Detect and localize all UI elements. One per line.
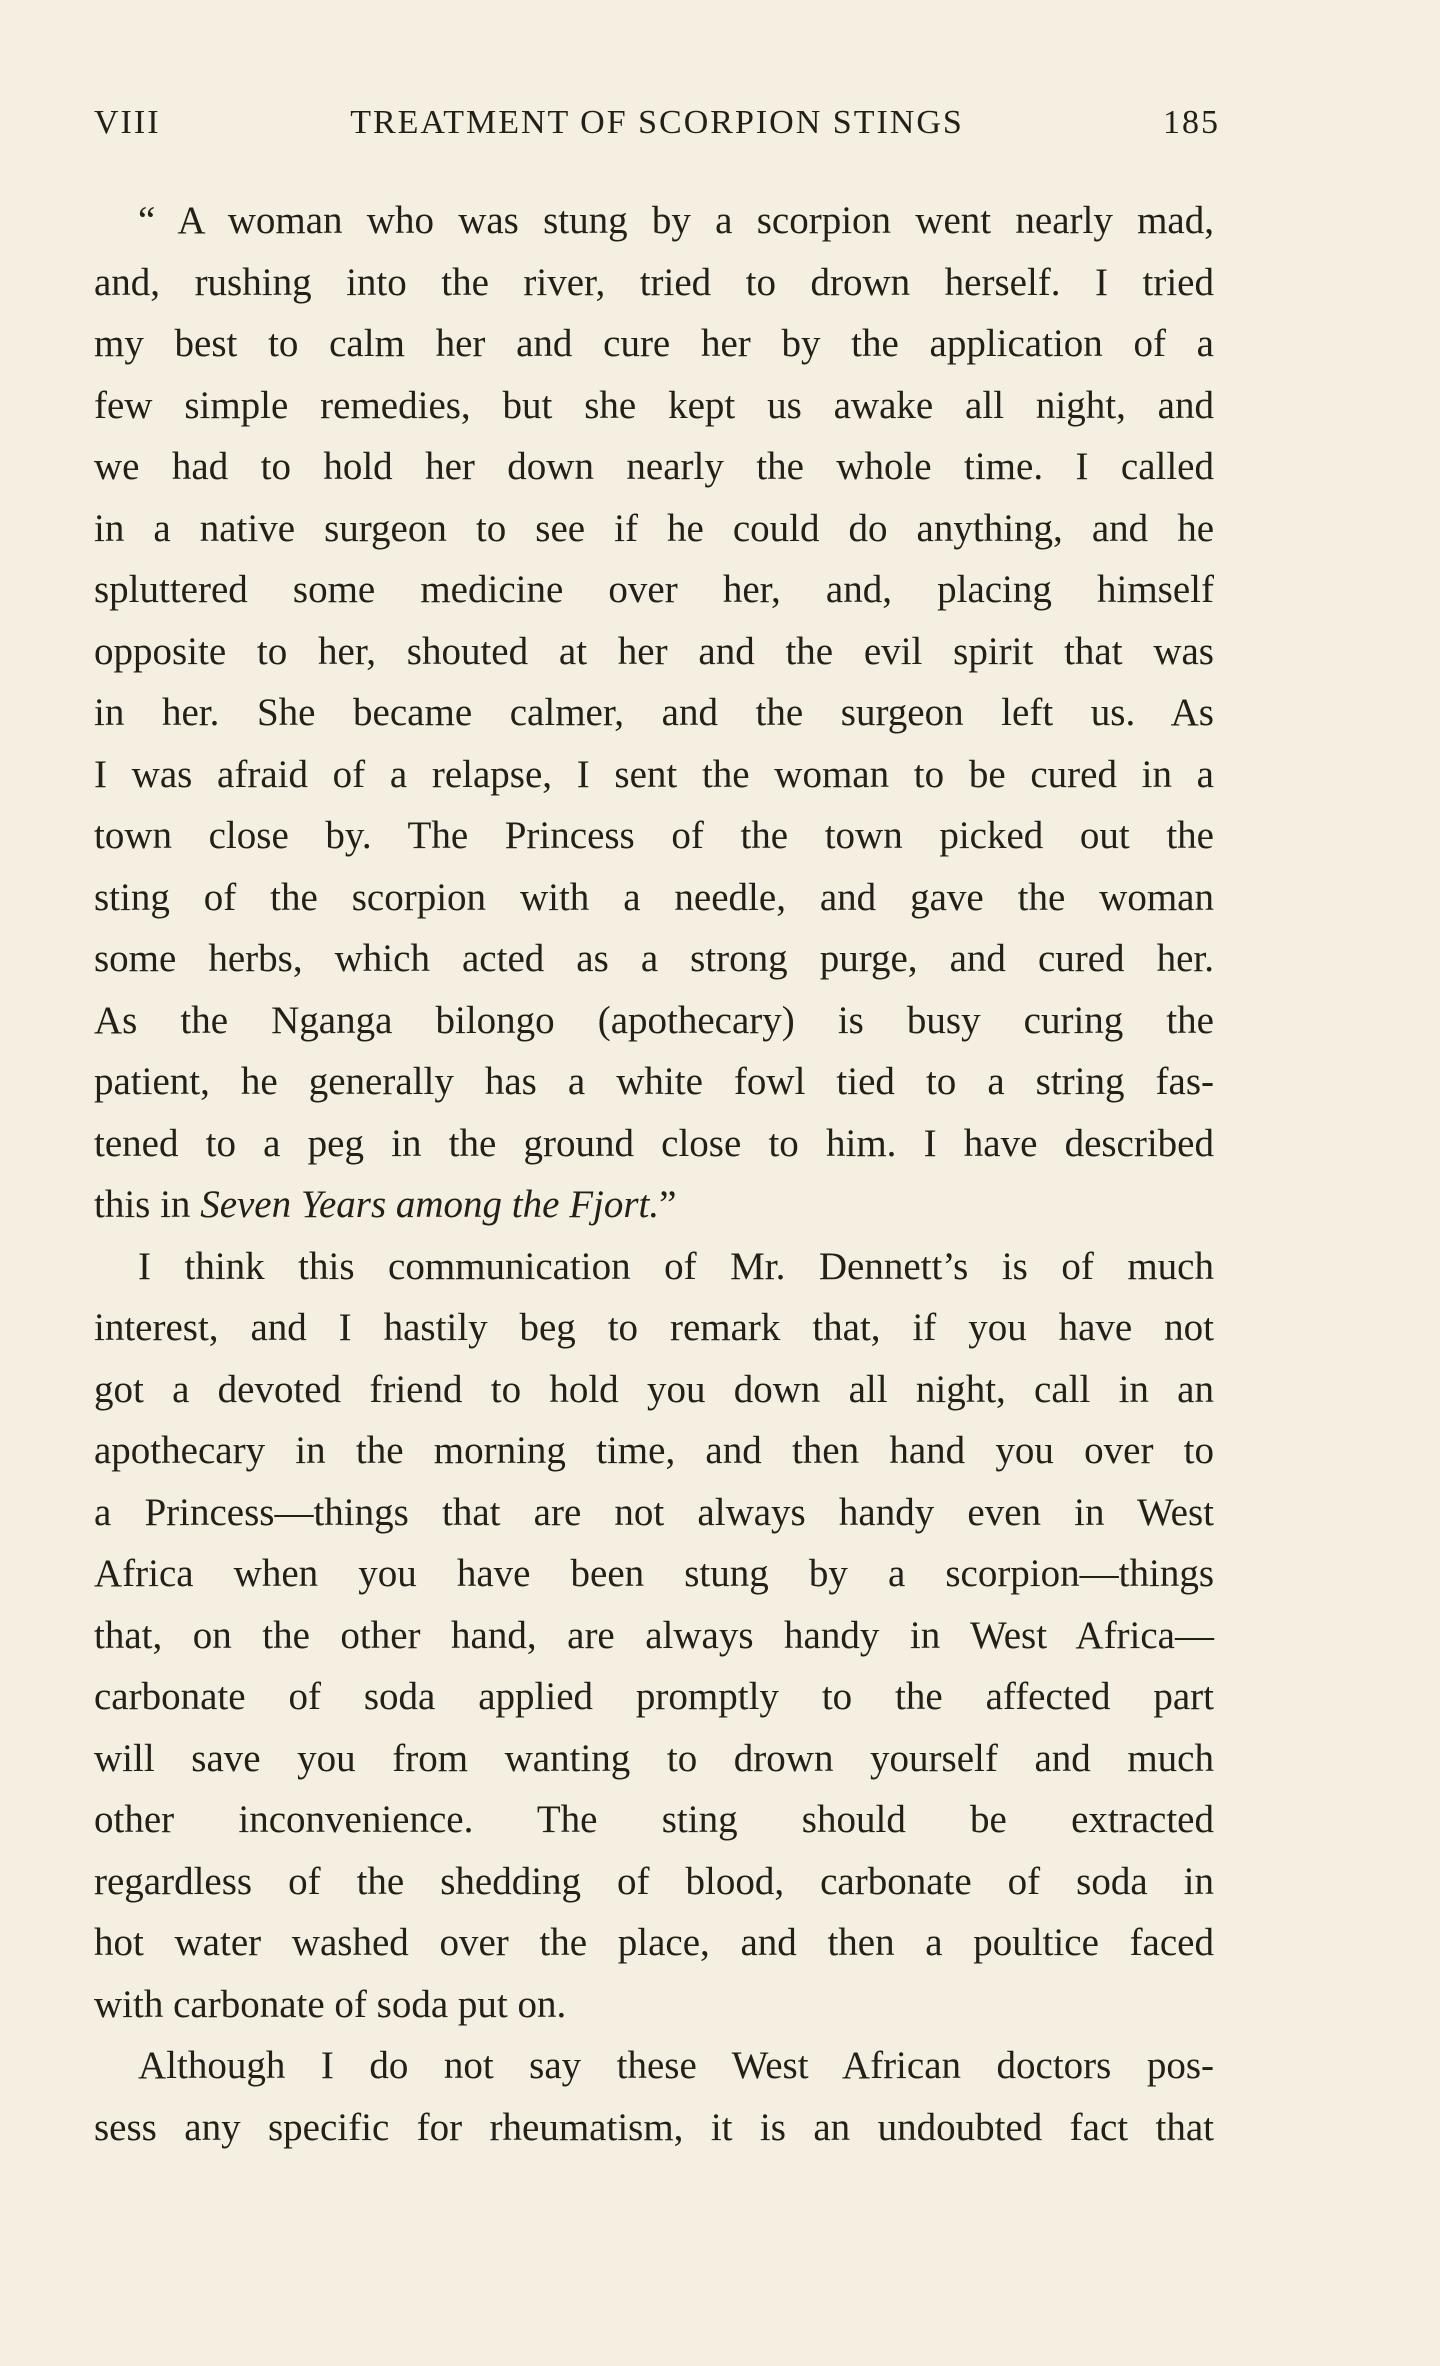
text-line: spluttered some medicine over her, and, placing himself [94, 568, 1214, 611]
text-line: opposite to her, shouted at her and the evil spirit that was [94, 629, 1214, 673]
text-line: with carbonate of soda put on. [94, 1982, 567, 2026]
text-line: that, on the other hand, are always handy in West Africa— [94, 1613, 1214, 1657]
text-line: in a native surgeon to see if he could do anything, and he [94, 506, 1214, 550]
text-line: As the Nganga bilongo (apothecary) is busy curing the [94, 998, 1214, 1042]
text-line: some herbs, which acted as a strong purge, and cured her. [94, 937, 1214, 980]
page-number: 185 [1163, 104, 1220, 141]
text-line: we had to hold her down nearly the whole time. I called [94, 445, 1214, 488]
paragraph-start: I think this communication of Mr. Dennett’s is of much [138, 1244, 1214, 1288]
chapter-title: TREATMENT OF SCORPION STINGS [350, 104, 964, 141]
paragraph-start: Although I do not say these West African doctors pos- [138, 2044, 1214, 2087]
text-line: carbonate of soda applied promptly to the affected part [94, 1675, 1214, 1718]
text-line: apothecary in the morning time, and then hand you over to [94, 1429, 1214, 1472]
text-line: regardless of the shedding of blood, carbonate of soda in [94, 1859, 1214, 1903]
chapter-number: VIII [94, 104, 161, 141]
text-line: and, rushing into the river, tried to drown herself. I tried [94, 260, 1214, 304]
text-line: town close by. The Princess of the town picked out the [94, 814, 1214, 857]
book-title: Seven Years among the Fjort. [200, 1183, 660, 1226]
text-line: sting of the scorpion with a needle, and gave the woman [94, 875, 1214, 919]
text-line: patient, he generally has a white fowl tied to a string fas- [94, 1060, 1214, 1103]
text-line: few simple remedies, but she kept us awake all night, and [94, 383, 1214, 427]
text-line: a Princess—things that are not always handy even in West [94, 1490, 1214, 1534]
text-line: hot water washed over the place, and then a poultice faced [94, 1921, 1214, 1964]
text-line: sess any specific for rheumatism, it is an undoubted fact that [94, 2105, 1214, 2149]
text-line: will save you from wanting to drown yourself and much [94, 1736, 1214, 1780]
text-line: got a devoted friend to hold you down all night, call in an [94, 1367, 1214, 1411]
text-line-start: this in [94, 1183, 201, 1226]
text-line: my best to calm her and cure her by the application of a [94, 322, 1214, 365]
text-line: Africa when you have been stung by a scorpion—things [94, 1552, 1214, 1595]
text-line: I was afraid of a relapse, I sent the woman to be cured in a [94, 752, 1214, 796]
body-text [94, 190, 1214, 2158]
running-head [94, 104, 1220, 156]
text-line: “ A woman who was stung by a scorpion went nearly mad, [138, 199, 1214, 242]
closing-quote: ” [659, 1183, 677, 1226]
text-line: in her. She became calmer, and the surgeon left us. As [94, 691, 1214, 734]
text-line-with-book-title [94, 1174, 1214, 1236]
text-line: interest, and I hastily beg to remark that, if you have not [94, 1306, 1214, 1349]
text-line: tened to a peg in the ground close to him. I have described [94, 1121, 1214, 1165]
text-line: other inconvenience. The sting should be extracted [94, 1798, 1214, 1841]
